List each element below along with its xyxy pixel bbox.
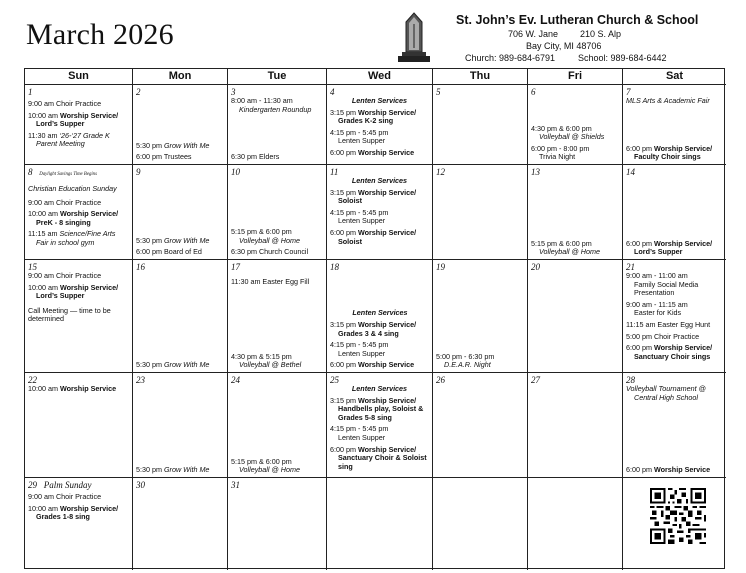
day-number: 2 — [136, 87, 141, 97]
day-cell-25 — [327, 373, 433, 478]
day-number: 20 — [531, 262, 540, 272]
event: 6:00 pm Worship Service — [626, 465, 711, 475]
church-phone: Church: 989-684-6791 — [465, 53, 556, 63]
event: 10:00 am Worship Service/ Grades 1-8 sing — [28, 503, 119, 522]
event: 6:00 pm Worship Service/ Faculty Choir sings — [626, 143, 713, 162]
day-number: 1 — [28, 87, 33, 97]
event: 10:00 am Worship Service — [28, 384, 117, 393]
event: 11:30 am Easter Egg Fill — [231, 277, 310, 286]
day-cell-22 — [25, 373, 133, 478]
event: 5:00 pm - 6:30 pm — [436, 351, 495, 361]
event: 9:00 am Choir Practice — [28, 197, 102, 207]
event: 4:15 pm - 5:45 pm Lenten Supper — [330, 207, 389, 226]
day-number: 18 — [330, 262, 339, 272]
day-number: 26 — [436, 375, 445, 385]
school-address: 210 S. Alp — [580, 29, 622, 39]
palm-sunday-label: Palm Sunday — [43, 480, 92, 490]
event: 5:15 pm & 6:00 pm — [231, 227, 292, 237]
qr-code-icon[interactable] — [650, 488, 706, 544]
lenten-services-heading: Lenten Services — [351, 384, 408, 393]
event: 9:00 am Choir Practice — [28, 271, 102, 280]
event: 10:00 am Worship Service/ Lord’s Supper — [28, 110, 119, 129]
day-cell-30 — [133, 478, 228, 570]
day-cell-18 — [327, 260, 433, 373]
event: 11:15 am Science/Fine Arts Fair in school gym — [28, 229, 116, 247]
event: 6:00 pm Worship Service/ Sanctuary Choir sings — [626, 343, 713, 361]
day-cell-31 — [228, 478, 327, 570]
day-cell-6 — [528, 85, 623, 165]
empty-cell — [327, 478, 433, 570]
event: 4:30 pm & 6:00 pm — [531, 123, 592, 133]
day-number: 19 — [436, 262, 445, 272]
event: 5:30 pm Grow With Me — [136, 235, 210, 245]
day-cell-2 — [133, 85, 228, 165]
day-number: 28 — [626, 375, 635, 385]
empty-cell — [433, 478, 528, 570]
event: 11:15 am Easter Egg Hunt — [626, 319, 711, 329]
day-cell-29 — [25, 478, 133, 570]
event: Volleyball Tournament @ — [626, 384, 706, 393]
day-number: 27 — [531, 375, 540, 385]
event: 6:00 pm Board of Ed — [136, 247, 202, 257]
event: Kindergarten Roundup — [239, 104, 312, 114]
day-cell-17 — [228, 260, 327, 373]
empty-cell — [528, 478, 623, 570]
day-number: 13 — [531, 167, 540, 177]
day-header-sun: Sun — [25, 69, 133, 85]
day-cell-26 — [433, 373, 528, 478]
city-line: Bay City, MI 48706 — [526, 41, 602, 51]
day-number: 23 — [136, 375, 145, 385]
event: 3:15 pm Worship Service/ Handbells play, Soloist & Grades 5-8 sing — [330, 395, 424, 422]
event: Central High School — [634, 392, 698, 402]
day-cell-27 — [528, 373, 623, 478]
day-cell-7 — [623, 85, 726, 165]
day-header-mon: Mon — [133, 69, 228, 85]
lenten-services-heading: Lenten Services — [352, 308, 408, 318]
event: 9:00 am - 11:00 am Family Social Media Presentation — [626, 271, 699, 298]
event: 4:30 pm & 5:15 pm — [231, 351, 292, 361]
school-phone: School: 989-684-6442 — [578, 53, 667, 63]
event: MLS Arts & Academic Fair — [626, 96, 710, 105]
day-number: 29 — [28, 480, 37, 490]
dst-note: Daylight Savings Time Begins — [39, 172, 97, 177]
event: 9:00 am Choir Practice — [28, 492, 102, 501]
event: 8:00 am - 11:30 am — [231, 96, 293, 105]
event: Volleyball @ Bethel — [239, 360, 302, 370]
event: 6:00 pm Worship Service/ Lord’s Supper — [626, 238, 713, 257]
day-cell-28 — [623, 373, 726, 478]
day-number: 4 — [330, 87, 335, 97]
day-header-tue: Tue — [228, 69, 327, 85]
day-cell-10 — [228, 165, 327, 260]
day-number: 30 — [136, 480, 145, 490]
event: 6:00 pm - 8:00 pm — [531, 143, 590, 153]
day-cell-21 — [623, 260, 726, 373]
day-number: 9 — [136, 167, 141, 177]
event: 11:30 am ‘26-‘27 Grade K Parent Meeting — [28, 130, 110, 149]
event: 4:15 pm - 5:45 pm Lenten Supper — [330, 127, 389, 146]
event: 6:00 pm Worship Service/ Soloist — [330, 227, 417, 246]
event: 3:15 pm Worship Service/ Soloist — [330, 187, 417, 206]
event: 6:30 pm Church Council — [231, 247, 309, 257]
event: 6:30 pm Elders — [231, 152, 280, 162]
day-number: 5 — [436, 87, 441, 97]
event: 10:00 am Worship Service/ PreK - 8 singing — [28, 209, 119, 227]
church-address: 706 W. Jane — [508, 29, 559, 39]
day-cell-3 — [228, 85, 327, 165]
event: Volleyball @ Shields — [539, 132, 605, 142]
day-cell-15 — [25, 260, 133, 373]
event: 6:00 pm Worship Service — [330, 360, 415, 370]
day-cell-23 — [133, 373, 228, 478]
day-cell-11 — [327, 165, 433, 260]
event: 9:00 am - 11:15 am Easter for Kids — [626, 299, 688, 318]
church-name: St. John’s Ev. Lutheran Church & School — [456, 13, 699, 27]
day-number: 14 — [626, 167, 635, 177]
event: 6:00 pm Worship Service/ Sanctuary Choir & Soloist sing — [330, 444, 427, 471]
event: D.E.A.R. Night — [444, 360, 491, 370]
day-number: 8 — [28, 167, 33, 177]
event: 4:15 pm - 5:45 pm Lenten Supper — [330, 424, 389, 442]
day-header-fri: Fri — [528, 69, 623, 85]
day-header-thu: Thu — [433, 69, 528, 85]
day-cell-24 — [228, 373, 327, 478]
day-cell-13 — [528, 165, 623, 260]
event: 5:00 pm Choir Practice — [626, 331, 700, 341]
event: 6:00 pm Worship Service — [330, 147, 415, 157]
day-header-wed: Wed — [327, 69, 433, 85]
day-cell-9 — [133, 165, 228, 260]
day-number: 24 — [231, 375, 240, 385]
day-cell-8 — [25, 165, 133, 260]
event: 10:00 am Worship Service/ Lord’s Supper — [28, 282, 119, 301]
event: 5:30 pm Grow With Me — [136, 140, 210, 150]
day-cell-16 — [133, 260, 228, 373]
qr-cell — [623, 478, 726, 570]
day-cell-12 — [433, 165, 528, 260]
day-number: 25 — [330, 375, 339, 385]
event: Christian Education Sunday — [28, 184, 117, 193]
event: 3:15 pm Worship Service/ Grades K-2 sing — [330, 107, 417, 126]
event: 4:15 pm - 5:45 pm Lenten Supper — [330, 340, 389, 358]
event: Call Meeting — time to be determined — [28, 305, 111, 324]
day-number: 16 — [136, 262, 145, 272]
day-number: 21 — [626, 262, 635, 272]
event: 5:30 pm Grow With Me — [136, 360, 210, 370]
day-cell-4 — [327, 85, 433, 165]
lenten-services-heading: Lenten Services — [351, 176, 408, 185]
day-header-sat: Sat — [623, 69, 726, 85]
day-cell-19 — [433, 260, 528, 373]
day-number: 6 — [531, 87, 536, 97]
church-info — [456, 13, 736, 63]
day-number: 15 — [28, 262, 37, 272]
calendar-grid — [24, 68, 725, 569]
day-cell-1 — [25, 85, 133, 165]
day-cell-5 — [433, 85, 528, 165]
day-number: 31 — [231, 480, 240, 490]
event: 5:15 pm & 6:00 pm — [231, 456, 292, 466]
event: Volleyball @ Home — [539, 247, 600, 257]
day-number: 22 — [28, 375, 37, 385]
day-cell-20 — [528, 260, 623, 373]
event: Volleyball @ Home — [239, 235, 300, 245]
page-title: March 2026 — [26, 18, 174, 51]
day-number: 11 — [330, 167, 339, 177]
day-number: 17 — [231, 262, 240, 272]
day-number: 7 — [626, 87, 631, 97]
event: 9:00 am Choir Practice — [28, 99, 102, 108]
event: 5:15 pm & 6:00 pm — [531, 238, 592, 248]
event: 6:00 pm Trustees — [136, 152, 192, 162]
day-cell-14 — [623, 165, 726, 260]
church-logo-icon — [397, 12, 431, 64]
event: Volleyball @ Home — [239, 465, 300, 475]
event: Trivia Night — [539, 152, 576, 162]
day-number: 3 — [231, 87, 236, 97]
day-number: 10 — [231, 167, 240, 177]
event: 5:30 pm Grow With Me — [136, 465, 210, 475]
day-number: 12 — [436, 167, 445, 177]
lenten-services-heading: Lenten Services — [351, 96, 408, 105]
event: 3:15 pm Worship Service/ Grades 3 & 4 sing — [330, 320, 417, 338]
